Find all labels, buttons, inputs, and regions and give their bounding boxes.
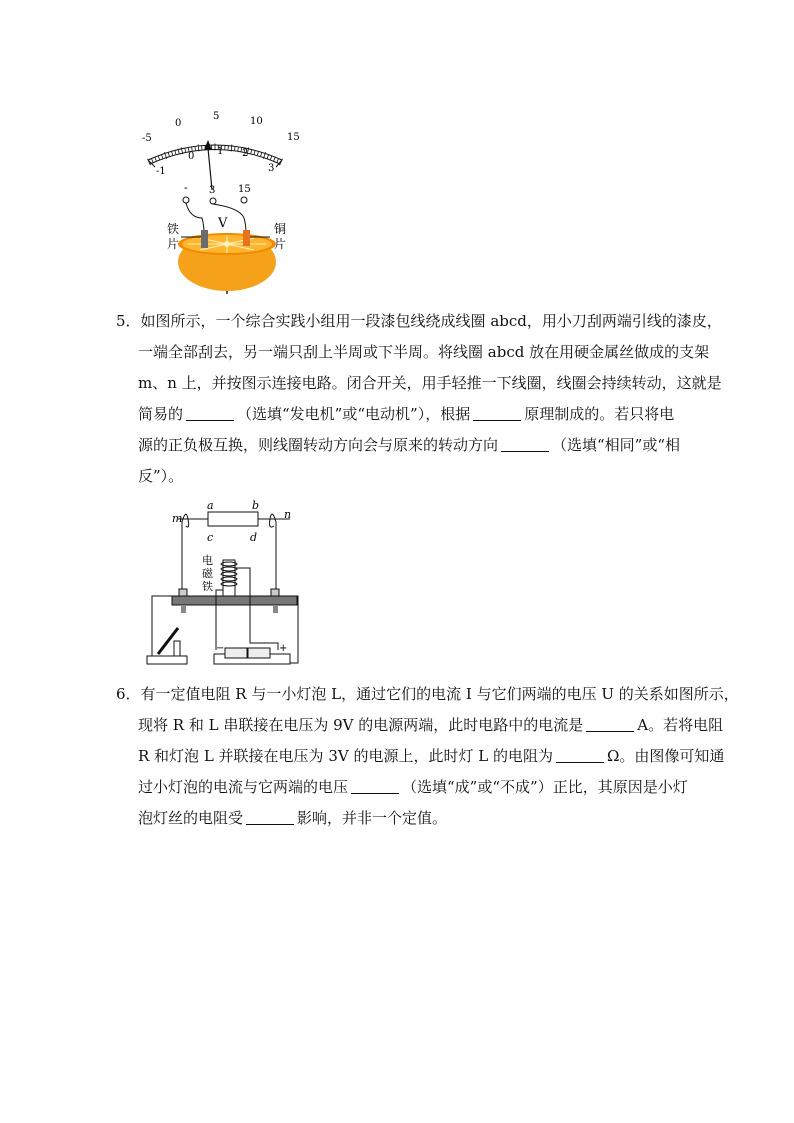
scale-tick bbox=[155, 157, 157, 161]
electromagnet-label: 铁 bbox=[202, 580, 213, 593]
scale-lower-label: -1 bbox=[156, 166, 166, 177]
q6-text: Ω。由图像可知通 bbox=[606, 747, 725, 765]
q6-text: 影响，并非一个定值。 bbox=[297, 809, 448, 827]
clamp-right bbox=[271, 589, 279, 596]
clamp-left bbox=[179, 589, 187, 596]
scale-upper-label: -5 bbox=[142, 133, 152, 144]
q6-line bbox=[116, 772, 688, 803]
support-m bbox=[182, 514, 189, 590]
q5-text: （选填“发电机”或“电动机”），根据 bbox=[237, 405, 471, 423]
voltmeter-fruit-battery-figure bbox=[130, 100, 330, 300]
scale-upper-label: 10 bbox=[250, 116, 263, 127]
terminal-15 bbox=[241, 197, 247, 203]
terminal-3 bbox=[210, 198, 216, 204]
motor-circuit-figure bbox=[130, 498, 310, 670]
q6-line: 6．有一定值电阻 R 与一小灯泡 L，通过它们的电流 I 与它们两端的电压 U 的关系如图所示， bbox=[116, 685, 739, 703]
q6-text: 过小灯泡的电流与它两端的电压 bbox=[138, 778, 349, 796]
battery-plus-label: + bbox=[279, 643, 288, 654]
question-6 bbox=[116, 679, 739, 834]
scale-tick bbox=[162, 155, 163, 159]
terminal-label-minus: - bbox=[184, 181, 188, 194]
battery-minus-label: − bbox=[216, 643, 225, 654]
scale-upper-label: 0 bbox=[175, 118, 182, 129]
scale-tick bbox=[277, 159, 279, 163]
orange-center bbox=[224, 241, 230, 247]
scale-tick bbox=[261, 152, 262, 156]
question-5 bbox=[116, 306, 722, 492]
coil-label-a: a bbox=[207, 499, 214, 512]
terminal-label-15: 15 bbox=[238, 184, 251, 195]
scale-lower-label: 2 bbox=[242, 148, 249, 159]
answer-blank[interactable] bbox=[586, 715, 634, 732]
battery-cell bbox=[248, 648, 270, 658]
voltmeter-scale-ticks bbox=[148, 144, 283, 166]
scale-upper-label: 15 bbox=[287, 132, 300, 143]
iron-plate bbox=[201, 230, 208, 248]
answer-blank[interactable] bbox=[473, 404, 521, 421]
q6-line bbox=[116, 710, 724, 741]
voltmeter-needle bbox=[208, 148, 212, 190]
q6-line bbox=[116, 741, 725, 772]
label-iron-top: 铁 bbox=[167, 222, 180, 236]
scale-tick bbox=[238, 147, 239, 151]
scale-lower-label: 0 bbox=[188, 151, 195, 162]
meter-letter: V bbox=[218, 216, 228, 231]
q5-line bbox=[116, 399, 681, 430]
q6-text: （选填“成”或“不成”）正比，其原因是小灯 bbox=[402, 778, 688, 796]
scale-tick bbox=[152, 159, 154, 163]
scale-tick bbox=[178, 150, 179, 154]
scale-tick bbox=[158, 156, 159, 160]
q5-text: 原理制成的。若只将电 bbox=[524, 405, 675, 423]
label-copper-bottom: 片 bbox=[274, 237, 287, 251]
base-board bbox=[172, 596, 297, 605]
terminal-label-3: 3 bbox=[209, 185, 216, 196]
q5-line: 一端全部刮去，另一端只刮上半周或下半周。将线圈 abcd 放在用硬金属丝做成的支架 bbox=[138, 343, 710, 361]
scale-upper-label: 5 bbox=[213, 111, 220, 122]
answer-blank[interactable] bbox=[351, 777, 399, 794]
coil-label-c: c bbox=[207, 531, 214, 544]
copper-plate bbox=[243, 230, 250, 246]
q5-text: （选填“相同”或“相 bbox=[552, 436, 681, 454]
scale-lower-label: 3 bbox=[268, 163, 275, 174]
q5-line bbox=[116, 430, 681, 461]
coil-label-b: b bbox=[252, 499, 260, 512]
scale-tick bbox=[267, 155, 268, 159]
q5-text: 源的正负极互换，则线圈转动方向会与原来的转动方向 bbox=[138, 436, 499, 454]
electromagnet-label: 磁 bbox=[202, 567, 213, 580]
q5-line: 反”）。 bbox=[138, 467, 184, 485]
wire-to-iron bbox=[186, 203, 204, 233]
scale-tick bbox=[175, 150, 176, 154]
support-label-n: n bbox=[284, 508, 292, 521]
scale-tick bbox=[168, 152, 169, 156]
switch-post bbox=[174, 641, 180, 656]
q5-line: m、n 上，并按图示连接电路。闭合开关，用手轻推一下线圈，线圈会持续转动，这就是 bbox=[138, 374, 722, 392]
coil-label-d: d bbox=[250, 531, 258, 544]
terminal-minus bbox=[183, 197, 189, 203]
scale-tick bbox=[254, 150, 255, 154]
scale-tick bbox=[235, 146, 236, 150]
switch-base bbox=[147, 656, 187, 664]
post-right bbox=[273, 605, 278, 613]
post-left bbox=[181, 605, 186, 613]
q6-text: 现将 R 和 L 串联接在电压为 9V 的电源两端，此时电路中的电流是 bbox=[138, 716, 584, 734]
scale-tick bbox=[257, 151, 258, 155]
support-label-m: m bbox=[172, 512, 183, 525]
scale-tick bbox=[195, 146, 196, 150]
q6-text: A。若将电阻 bbox=[637, 716, 724, 734]
scale-tick bbox=[172, 151, 173, 155]
wire-magnet-battery bbox=[235, 568, 278, 650]
scale-lower-label: 1 bbox=[217, 146, 224, 157]
q5-line: 5．如图所示，一个综合实践小组用一段漆包线绕成线圈 abcd，用小刀刮两端引线的漆皮， bbox=[116, 312, 722, 330]
q6-line bbox=[116, 803, 681, 834]
answer-blank[interactable] bbox=[556, 746, 604, 763]
scale-tick bbox=[270, 156, 271, 160]
scale-tick bbox=[185, 148, 186, 152]
scale-tick bbox=[274, 157, 276, 161]
label-iron-bottom: 片 bbox=[167, 237, 180, 251]
q5-text: 简易的 bbox=[138, 405, 184, 423]
battery-cell bbox=[225, 648, 247, 658]
voltmeter-scale-end-left bbox=[148, 160, 155, 167]
answer-blank[interactable] bbox=[501, 435, 549, 452]
scale-tick bbox=[251, 150, 252, 154]
voltmeter-scale-end-right bbox=[276, 160, 282, 167]
electromagnet-label: 电 bbox=[202, 554, 213, 567]
answer-blank[interactable] bbox=[246, 808, 294, 825]
q6-text: R 和灯泡 L 并联接在电压为 3V 的电源上，此时灯 L 的电阻为 bbox=[138, 747, 553, 765]
support-n bbox=[270, 514, 277, 590]
label-copper-top: 铜 bbox=[274, 222, 287, 236]
coil-abcd bbox=[208, 512, 258, 526]
answer-blank[interactable] bbox=[186, 404, 234, 421]
q6-text: 泡灯丝的电阻受 bbox=[138, 809, 244, 827]
